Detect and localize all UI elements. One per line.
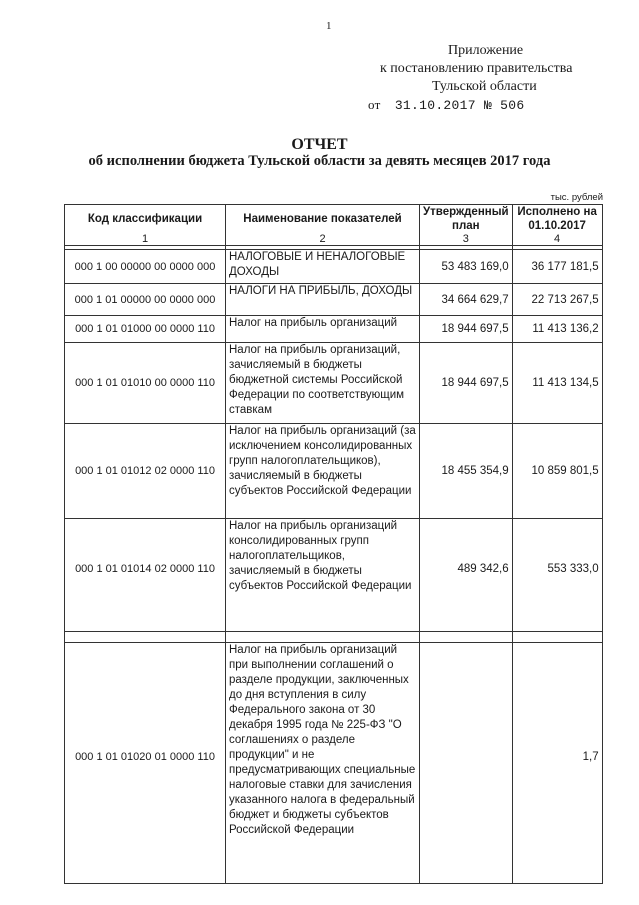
table-row <box>65 284 603 316</box>
header-plan: Утвержденный план <box>420 205 513 234</box>
column-number-3: 3 <box>420 233 513 246</box>
appendix-date-prefix: от <box>368 97 381 112</box>
row-plan: 34 664 629,7 <box>420 284 513 316</box>
column-number-2: 2 <box>226 233 420 246</box>
header-done: Исполнено на 01.10.2017 <box>512 205 602 234</box>
row-plan <box>420 643 513 884</box>
units-label: тыс. рублей <box>550 192 603 203</box>
row-name: Налог на прибыль организаций, зачисляемый в бюджеты бюджетной системы Российской Федерации по соответствующим ставкам <box>226 343 420 424</box>
row-done: 1,7 <box>512 643 602 884</box>
page-number: 1 <box>326 20 332 32</box>
row-name: Налог на прибыль организаций консолидированных групп налогоплательщиков, зачисляемый в бюджеты субъектов Российской Федерации <box>226 519 420 632</box>
table-row <box>65 643 603 884</box>
row-name: Налог на прибыль организаций <box>226 316 420 343</box>
row-done: 11 413 136,2 <box>512 316 602 343</box>
table-row <box>65 519 603 632</box>
row-plan: 18 455 354,9 <box>420 424 513 519</box>
row-code: 000 1 01 00000 00 0000 000 <box>65 284 226 316</box>
row-done: 553 333,0 <box>512 519 602 632</box>
table-row <box>65 424 603 519</box>
row-plan: 18 944 697,5 <box>420 316 513 343</box>
report-subtitle: об исполнении бюджета Тульской области за девять месяцев 2017 года <box>88 153 551 169</box>
row-code: 000 1 01 01010 00 0000 110 <box>65 343 226 424</box>
row-plan: 18 944 697,5 <box>420 343 513 424</box>
row-code: 000 1 01 01014 02 0000 110 <box>65 519 226 632</box>
row-plan: 489 342,6 <box>420 519 513 632</box>
row-code: 000 1 00 00000 00 0000 000 <box>65 250 226 284</box>
appendix-title: Приложение <box>448 43 524 58</box>
budget-table <box>64 204 603 884</box>
column-number-1: 1 <box>65 233 226 246</box>
row-done: 10 859 801,5 <box>512 424 602 519</box>
row-plan: 53 483 169,0 <box>420 250 513 284</box>
column-number-row <box>65 233 603 246</box>
row-done: 11 413 134,5 <box>512 343 602 424</box>
row-name: НАЛОГОВЫЕ И НЕНАЛОГОВЫЕ ДОХОДЫ <box>226 250 420 284</box>
row-name: НАЛОГИ НА ПРИБЫЛЬ, ДОХОДЫ <box>226 284 420 316</box>
column-number-4: 4 <box>512 233 602 246</box>
appendix-region: Тульской области <box>432 79 537 94</box>
row-code: 000 1 01 01000 00 0000 110 <box>65 316 226 343</box>
table-row <box>65 250 603 284</box>
header-name: Наименование показателей <box>226 205 420 234</box>
appendix-resolution: к постановлению правительства <box>380 61 573 76</box>
table-row <box>65 316 603 343</box>
spacer-row <box>65 632 603 643</box>
table-row <box>65 343 603 424</box>
row-code: 000 1 01 01020 01 0000 110 <box>65 643 226 884</box>
header-row <box>65 205 603 234</box>
row-name: Налог на прибыль организаций при выполнении соглашений о разделе продукции, заключенных до дня вступления в силу Федерального закона от 30 декабря 1995 года № 225-ФЗ "О соглашениях о разделе продукции" и не предусматривающих специальные налоговые ставки для зачисления указанного налога в федеральный бюджет и бюджеты субъектов Российской Федерации <box>226 643 420 884</box>
appendix-date-value: 31.10.2017 № 506 <box>394 98 525 113</box>
appendix-block <box>360 42 600 115</box>
row-code: 000 1 01 01012 02 0000 110 <box>65 424 226 519</box>
header-code: Код классификации <box>65 205 226 234</box>
appendix-date-line <box>360 96 600 115</box>
row-done: 22 713 267,5 <box>512 284 602 316</box>
report-title: ОТЧЕТ <box>291 136 348 153</box>
row-done: 36 177 181,5 <box>512 250 602 284</box>
row-name: Налог на прибыль организаций (за исключением консолидированных групп налогоплательщиков), зачисляемый в бюджеты субъектов Российской Федерации <box>226 424 420 519</box>
